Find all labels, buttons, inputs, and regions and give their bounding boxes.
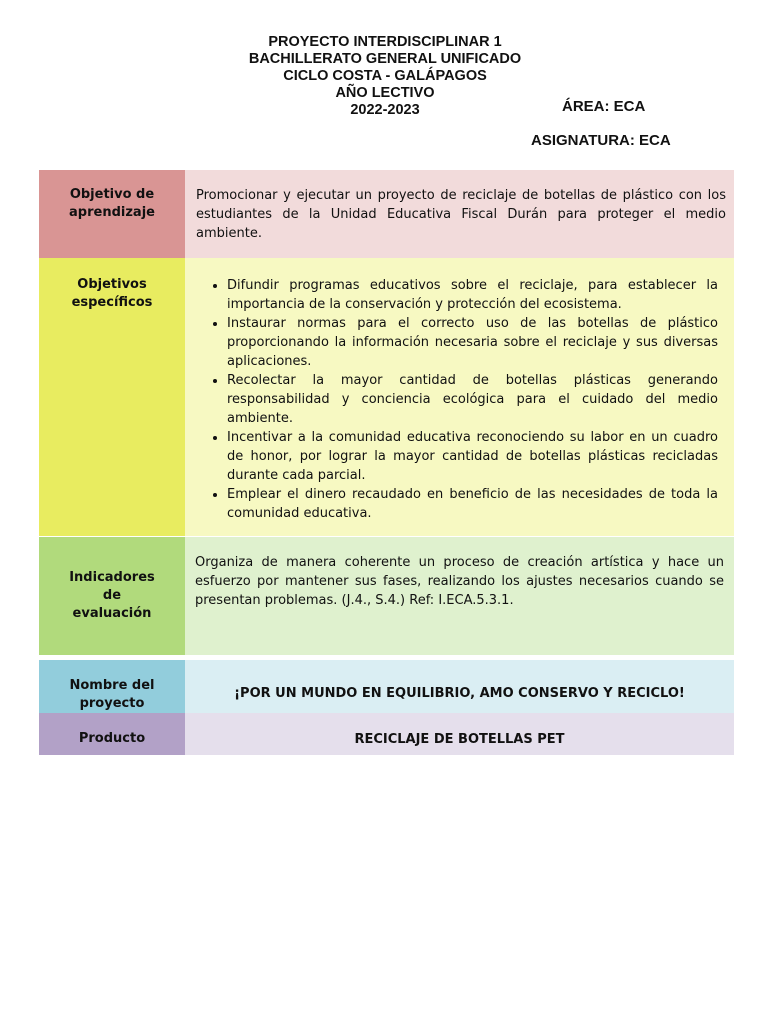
- title-line-4: AÑO LECTIVO: [335, 85, 435, 101]
- producto-text: RECICLAJE DE BOTELLAS PET: [185, 713, 734, 755]
- list-item: • Instaurar normas para el correcto uso de las botellas de plástico proporcionando la información necesaria sobre el reciclaje y sus diversas aplicaciones.: [227, 314, 718, 371]
- list-item: • Difundir programas educativos sobre el reciclaje, para establecer la importancia de la conservación y protección del ecosistema.: [227, 276, 718, 314]
- especificos-label: Objetivos específicos: [39, 258, 185, 536]
- indicadores-text: Organiza de manera coherente un proceso de creación artística y hace un esfuerzo por mantener sus fases, realizando los ajustes necesarios cuando se presentan problemas. (J.4., S.4.) Ref: I.ECA.5.3.1.: [185, 537, 734, 655]
- title-line-2: BACHILLERATO GENERAL UNIFICADO: [248, 51, 522, 67]
- area-label: ÁREA: ECA: [562, 98, 646, 115]
- indicadores-label-line-3: evaluación: [72, 606, 152, 621]
- nombre-label: Nombre del proyecto: [39, 660, 185, 713]
- asignatura-label: ASIGNATURA: ECA: [531, 132, 671, 149]
- objetivo-label: Objetivo de aprendizaje: [39, 170, 185, 258]
- title-line-3: CICLO COSTA - GALÁPAGOS: [283, 68, 487, 84]
- row-indicadores-evaluacion: [39, 537, 734, 655]
- list-item: • Incentivar a la comunidad educativa reconociendo su labor en un cuadro de honor, por lograr la mayor cantidad de botellas plásticas recicladas durante cada parcial.: [227, 428, 718, 485]
- nombre-text: ¡POR UN MUNDO EN EQUILIBRIO, AMO CONSERVO Y RECICLO!: [185, 660, 734, 713]
- producto-label: Producto: [39, 713, 185, 755]
- list-item: • Recolectar la mayor cantidad de botellas plásticas generando responsabilidad y conciencia ecológica para el cuidado del medio ambiente.: [227, 371, 718, 428]
- title-block: [185, 34, 585, 119]
- indicadores-label-line-1: Indicadores: [69, 570, 155, 585]
- row-producto: [39, 713, 734, 755]
- especificos-content: [185, 258, 734, 536]
- indicadores-label: [39, 537, 185, 655]
- row-objetivos-especificos: [39, 258, 734, 536]
- list-item: • Emplear el dinero recaudado en beneficio de las necesidades de toda la comunidad educativa.: [227, 485, 718, 523]
- objetivo-text: Promocionar y ejecutar un proyecto de reciclaje de botellas de plástico con los estudiantes de la Unidad Educativa Fiscal Durán para proteger el medio ambiente.: [185, 170, 734, 258]
- especificos-list: [205, 276, 718, 523]
- row-objetivo-aprendizaje: [39, 170, 734, 258]
- row-nombre-proyecto: [39, 660, 734, 713]
- title-line-1: PROYECTO INTERDISCIPLINAR 1: [268, 34, 502, 50]
- indicadores-label-line-2: de: [102, 588, 122, 603]
- title-line-5: 2022-2023: [350, 102, 420, 118]
